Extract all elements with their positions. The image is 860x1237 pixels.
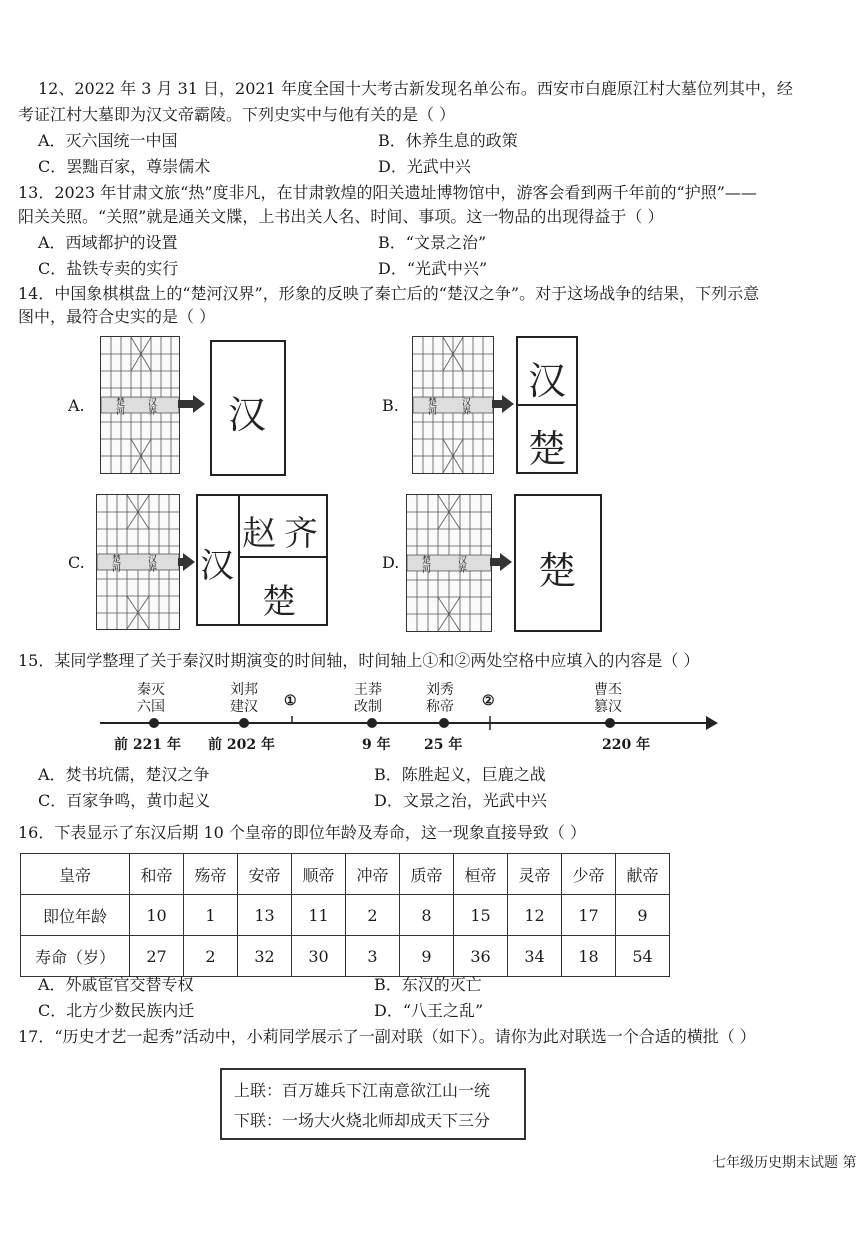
- timeline-blank-2: ②: [482, 693, 495, 709]
- table-header-cell: 献帝: [616, 854, 670, 895]
- timeline-event-wangmang-bottom: 改制: [354, 699, 382, 715]
- arrow-head-b: [502, 395, 514, 413]
- result-han-char: 汉: [528, 359, 567, 403]
- q15-option-b[interactable]: B．陈胜起义，巨鹿之战: [374, 765, 546, 784]
- timeline-blank-1: ①: [284, 693, 297, 709]
- table-header-cell: 质帝: [400, 854, 454, 895]
- result-box-c-hdivider: [238, 556, 326, 558]
- q12-stem-line2: 考证江村大墓即为汉文帝霸陵。下列史实中与他有关的是（ ）: [18, 105, 456, 124]
- q17-stem: 17．“历史才艺一起秀”活动中，小莉同学展示了一副对联（如下）。请你为此对联选一个合适的横批（ ）: [18, 1027, 756, 1046]
- table-header-cell: 和帝: [130, 854, 184, 895]
- q14-option-d-label[interactable]: D.: [382, 553, 400, 572]
- timeline-event-qin-bottom: 六国: [137, 699, 165, 715]
- result-box-d: [514, 494, 602, 632]
- table-cell: 13: [238, 895, 292, 936]
- result-chu-char: 楚: [262, 582, 296, 622]
- table-cell: 9: [400, 936, 454, 977]
- chessboard-hanjie-text: 汉界: [146, 554, 156, 572]
- chessboard-chuhe-text: 楚河: [110, 554, 120, 572]
- chessboard-hanjie-text: 汉界: [460, 397, 470, 415]
- table-cell: 18: [562, 936, 616, 977]
- table-cell: 34: [508, 936, 562, 977]
- result-zhao-char: 赵: [242, 514, 276, 554]
- chessboard-b: [412, 336, 494, 474]
- q16-stem: 16．下表显示了东汉后期 10 个皇帝的即位年龄及寿命，这一现象直接导致（ ）: [18, 823, 586, 842]
- result-box-c-vdivider: [238, 496, 240, 624]
- q12-option-a[interactable]: A．灭六国统一中国: [38, 131, 178, 150]
- table-cell: 12: [508, 895, 562, 936]
- table-cell: 54: [616, 936, 670, 977]
- result-chu-char: 楚: [528, 427, 567, 471]
- result-chu-char: 楚: [538, 549, 577, 593]
- couplet-upper: 上联：百万雄兵下江南意欲江山一统: [234, 1081, 491, 1100]
- table-header-cell: 顺帝: [292, 854, 346, 895]
- result-qi-char: 齐: [284, 514, 318, 554]
- arrow-head-a: [193, 395, 205, 413]
- table-row: [21, 895, 670, 936]
- couplet-lower: 下联：一场大火烧北师却成天下三分: [234, 1111, 491, 1130]
- timeline-dot-caopi: [605, 718, 615, 728]
- timeline-arrow-icon: [706, 716, 718, 730]
- table-cell: 即位年龄: [21, 895, 130, 936]
- q12-option-b[interactable]: B．休养生息的政策: [378, 131, 518, 150]
- table-cell: 2: [346, 895, 400, 936]
- timeline-dot-wangmang: [367, 718, 377, 728]
- q16-option-d[interactable]: D．“八王之乱”: [374, 1001, 484, 1020]
- table-cell: 32: [238, 936, 292, 977]
- result-box-a: [210, 340, 286, 476]
- result-box-c: [196, 494, 328, 626]
- table-header-cell: 皇帝: [21, 854, 130, 895]
- q13-option-b[interactable]: B．“文景之治”: [378, 233, 487, 252]
- q14-stem-line2: 图中，最符合史实的是（ ）: [18, 307, 216, 326]
- result-han-char: 汉: [228, 393, 267, 437]
- arrow-d: [490, 558, 500, 566]
- table-cell: 15: [454, 895, 508, 936]
- timeline-event-liubang-top: 刘邦: [230, 682, 258, 698]
- table-header-cell: 安帝: [238, 854, 292, 895]
- table-header-cell: 灵帝: [508, 854, 562, 895]
- arrow-b: [492, 400, 502, 408]
- q12-option-d[interactable]: D．光武中兴: [378, 157, 471, 176]
- arrow-a: [178, 400, 194, 408]
- emperor-table: [20, 853, 670, 977]
- q16-option-c[interactable]: C．北方少数民族内迁: [38, 1001, 195, 1020]
- chessboard-c: [96, 494, 180, 630]
- q14-stem-line1: 14．中国象棋棋盘上的“楚河汉界”，形象的反映了秦亡后的“楚汉之争”。对于这场战争的结果，下列示意: [18, 284, 760, 303]
- q13-stem-line1: 13．2023 年甘肃文旅“热”度非凡，在甘肃敦煌的阳关遗址博物馆中，游客会看到两千年前的“护照”——: [18, 183, 757, 202]
- table-cell: 30: [292, 936, 346, 977]
- table-header-cell: 冲帝: [346, 854, 400, 895]
- table-header-cell: 少帝: [562, 854, 616, 895]
- timeline-event-caopi-top: 曹丕: [594, 682, 622, 698]
- q16-option-a[interactable]: A．外戚宦官交替专权: [38, 975, 194, 994]
- timeline-axis: [100, 712, 720, 736]
- timeline-date-qin: 前 221 年: [114, 737, 181, 753]
- chessboard-d: [406, 494, 492, 632]
- q14-option-a-label[interactable]: A.: [68, 396, 85, 415]
- table-cell: 27: [130, 936, 184, 977]
- q14-option-b-label[interactable]: B.: [382, 396, 399, 415]
- arrow-head-c: [183, 553, 195, 571]
- timeline-event-wangmang-top: 王莽: [354, 682, 382, 698]
- timeline-event-liubang-bottom: 建汉: [230, 699, 258, 715]
- table-row: [21, 936, 670, 977]
- q15-option-d[interactable]: D．文景之治，光武中兴: [374, 791, 547, 810]
- table-cell: 1: [184, 895, 238, 936]
- result-box-b: [516, 336, 578, 474]
- page-footer: 七年级历史期末试题 第: [712, 1155, 857, 1171]
- table-header-cell: 桓帝: [454, 854, 508, 895]
- timeline-date-liubang: 前 202 年: [208, 737, 275, 753]
- timeline-event-liuxiu-bottom: 称帝: [426, 699, 454, 715]
- chessboard-a: [100, 336, 180, 474]
- chessboard-hanjie-text: 汉界: [146, 397, 156, 415]
- q12-stem-line1: 12、2022 年 3 月 31 日，2021 年度全国十大考古新发现名单公布。西安市白鹿原江村大墓位列其中，经: [38, 79, 793, 98]
- q13-option-d[interactable]: D．“光武中兴”: [378, 259, 488, 278]
- timeline-date-liuxiu: 25 年: [424, 737, 463, 753]
- chessboard-chuhe-text: 楚河: [420, 555, 430, 573]
- timeline-dot-liubang: [239, 718, 249, 728]
- chessboard-chuhe-text: 楚河: [426, 397, 436, 415]
- timeline-event-caopi-bottom: 篡汉: [594, 699, 622, 715]
- table-cell: 2: [184, 936, 238, 977]
- table-cell: 3: [346, 936, 400, 977]
- chessboard-hanjie-text: 汉界: [456, 555, 466, 573]
- timeline-dot-liuxiu: [439, 718, 449, 728]
- timeline-date-caopi: 220 年: [602, 737, 651, 753]
- q16-option-b[interactable]: B．东汉的灭亡: [374, 975, 482, 994]
- table-header-cell: 殇帝: [184, 854, 238, 895]
- table-header-row: [21, 854, 670, 895]
- q15-stem: 15．某同学整理了关于秦汉时期演变的时间轴，时间轴上①和②两处空格中应填入的内容是（ ）: [18, 651, 700, 670]
- table-cell: 11: [292, 895, 346, 936]
- q13-stem-line2: 阳关关照。“关照”就是通关文牒，上书出关人名、时间、事项。这一物品的出现得益于（ ）: [18, 207, 664, 226]
- couplet-box: [220, 1068, 526, 1140]
- table-cell: 寿命（岁）: [21, 936, 130, 977]
- timeline-event-liuxiu-top: 刘秀: [426, 682, 454, 698]
- result-han-char: 汉: [200, 546, 234, 586]
- table-cell: 17: [562, 895, 616, 936]
- q13-option-a[interactable]: A．西域都护的设置: [38, 233, 178, 252]
- q12-option-c[interactable]: C．罢黜百家，尊崇儒术: [38, 157, 211, 176]
- q13-option-c[interactable]: C．盐铁专卖的实行: [38, 259, 179, 278]
- table-cell: 36: [454, 936, 508, 977]
- q15-option-c[interactable]: C．百家争鸣，黄巾起义: [38, 791, 211, 810]
- arrow-head-d: [500, 553, 512, 571]
- q15-option-a[interactable]: A．焚书坑儒，楚汉之争: [38, 765, 210, 784]
- table-cell: 8: [400, 895, 454, 936]
- timeline-dot-qin: [149, 718, 159, 728]
- timeline-event-qin-top: 秦灭: [137, 682, 165, 698]
- timeline-date-wangmang: 9 年: [362, 737, 391, 753]
- table-cell: 10: [130, 895, 184, 936]
- table-cell: 9: [616, 895, 670, 936]
- q14-option-c-label[interactable]: C.: [68, 553, 85, 572]
- chessboard-chuhe-text: 楚河: [114, 397, 124, 415]
